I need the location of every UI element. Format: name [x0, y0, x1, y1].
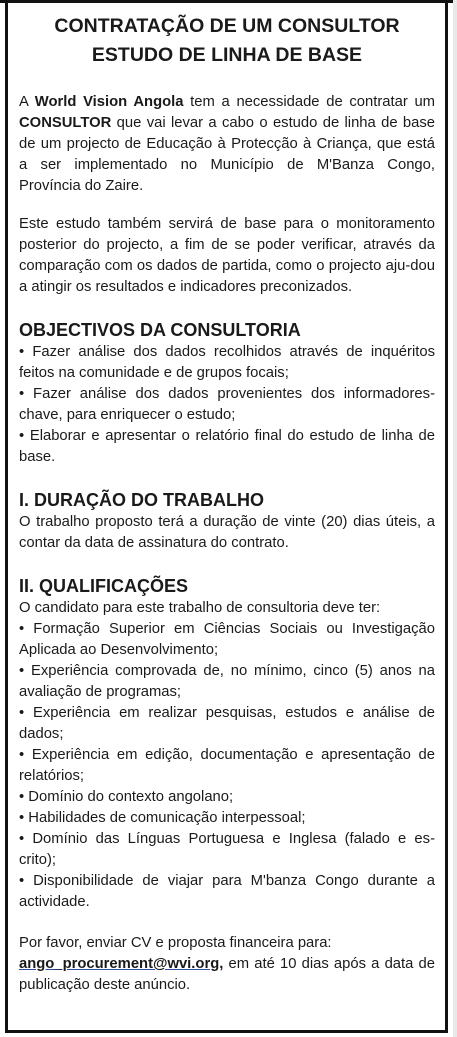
email-link[interactable]: ango_procurement@wvi.org,: [19, 956, 224, 972]
qualifications-heading: II. QUALIFICAÇÕES: [19, 576, 189, 596]
qualification-item: • Experiência comprovada de, no mínimo, cinco (5) anos na avaliação de programas;: [19, 663, 435, 700]
intro-paragraph: [19, 92, 435, 197]
title-line-2: ESTUDO DE LINHA DE BASE: [91, 44, 363, 66]
qualification-item: • Domínio das Línguas Portuguesa e Inglesa (falado e es-crito);: [19, 831, 435, 868]
qualifications-intro: O candidato para este trabalho de consultoria deve ter:: [19, 600, 381, 616]
qualification-item: • Formação Superior em Ciências Sociais ou Investigação Aplicada ao Desenvolvimento;: [19, 621, 435, 658]
intro-middle: tem a necessidade de contratar um: [183, 94, 436, 110]
closing-paragraph: [19, 954, 435, 996]
objective-item: • Elaborar e apresentar o relatório final do estudo de linha de base.: [19, 428, 435, 465]
announcement-body: [19, 10, 435, 996]
intro-rest: que vai levar a cabo o estudo de linha de base de um projecto de Educação à Protecção à Criança, que está a ser implementado no Município de M'Banza Congo, Província do Zaire.: [19, 115, 435, 194]
qualification-item: • Experiência em realizar pesquisas, estudos e análise de dados;: [19, 705, 435, 742]
closing-rest: em até 10 dias após a data de publicação deste anúncio.: [19, 956, 435, 993]
objectives-heading: OBJECTIVOS DA CONSULTORIA: [19, 320, 301, 340]
objective-item: • Fazer análise dos dados recolhidos através de inquéritos feitos na comunidade e de grupos focais;: [19, 344, 435, 381]
intro-prefix: A: [19, 94, 35, 110]
closing-line: Por favor, enviar CV e proposta financeira para:: [19, 935, 332, 951]
paragraph-2: Este estudo também servirá de base para o monitoramento posterior do projecto, a fim de se poder verificar, através da comparação com os dados de partida, como o projecto aju-dou a atingir os resultados e indicadores preconizados.: [19, 216, 435, 295]
title-line-1: CONTRATAÇÃO DE UM CONSULTOR: [54, 15, 400, 37]
page-edge: [453, 0, 457, 1037]
role-name: CONSULTOR: [19, 115, 112, 131]
objective-item: • Fazer análise dos dados provenientes dos informadores-chave, para enriquecer o estudo;: [19, 386, 435, 423]
duration-text: O trabalho proposto terá a duração de vinte (20) dias úteis, a contar da data de assinatura do contrato.: [19, 514, 435, 551]
qualification-item: • Disponibilidade de viajar para M'banza Congo durante a actividade.: [19, 873, 435, 910]
organization-name: World Vision Angola: [34, 94, 184, 110]
qualification-item: • Domínio do contexto angolano;: [19, 789, 234, 805]
qualification-item: • Habilidades de comunicação interpessoal;: [19, 810, 306, 826]
qualification-item: • Experiência em edição, documentação e apresentação de relatórios;: [19, 747, 435, 784]
duration-heading: I. DURAÇÃO DO TRABALHO: [19, 490, 264, 510]
